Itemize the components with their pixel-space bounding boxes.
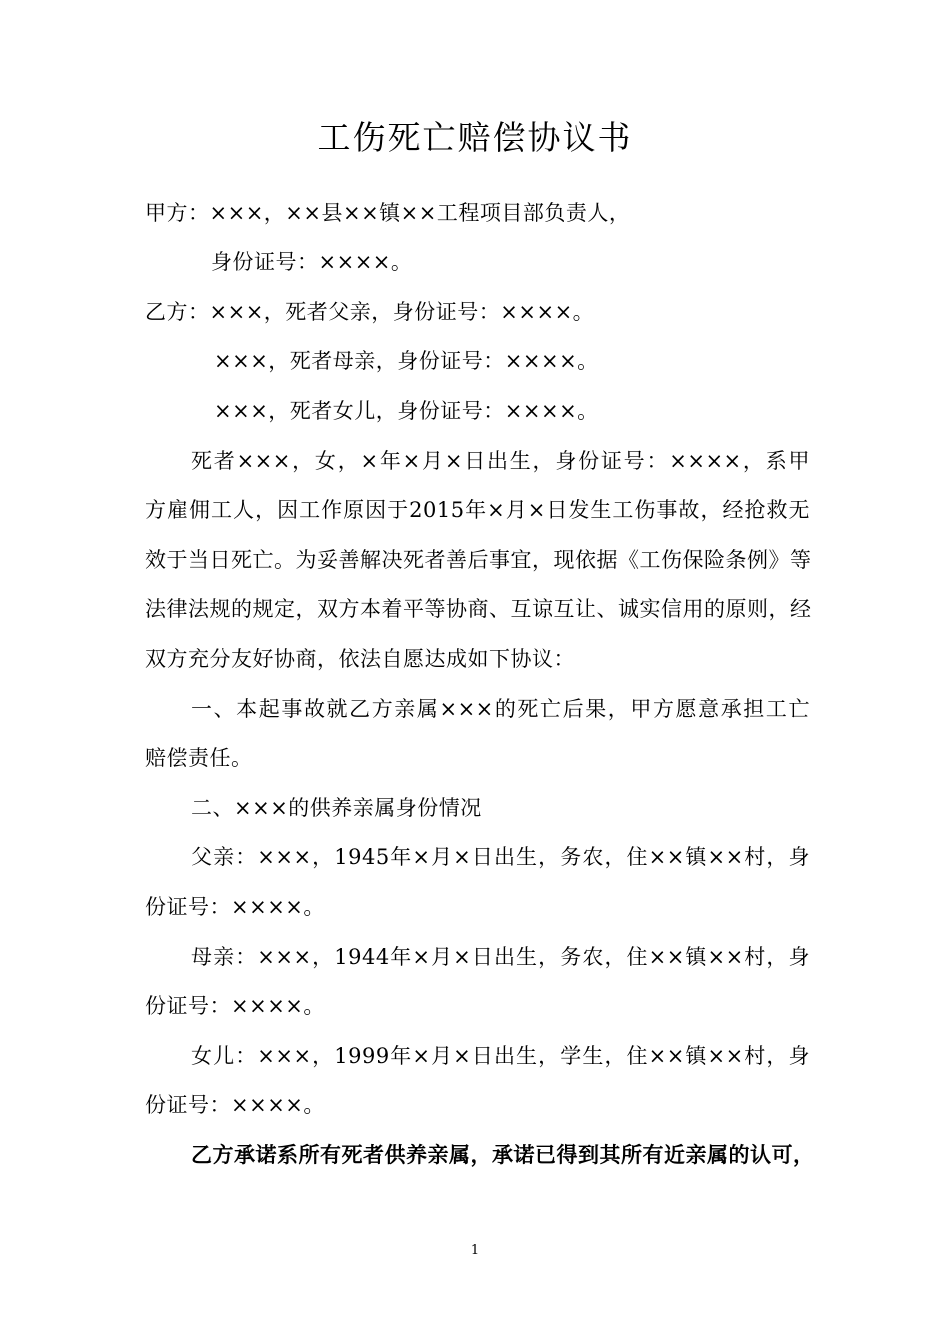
intro-line-3: 效于当日死亡。为妥善解决死者善后事宜，现依据《工伤保险条例》等 xyxy=(145,548,812,572)
intro-line-1: 死者×××，女，×年×月×日出生，身份证号：××××，系甲 xyxy=(191,449,810,473)
intro-line-2: 方雇佣工人，因工作原因于2015年×月×日发生工伤事故，经抢救无 xyxy=(145,498,810,522)
clause-1-line-1: 一、本起事故就乙方亲属×××的死亡后果，甲方愿意承担工亡 xyxy=(191,697,810,721)
intro-line-5: 双方充分友好协商，依法自愿达成如下协议： xyxy=(145,647,575,671)
clause-1-line-2: 赔偿责任。 xyxy=(145,746,253,770)
mother-info-line-1: 母亲：×××，1944年×月×日出生，务农，住××镇××村，身 xyxy=(191,945,810,969)
clause-2-heading: 二、×××的供养亲属身份情况 xyxy=(191,796,482,820)
party-b-daughter-line: ×××，死者女儿，身份证号：××××。 xyxy=(214,399,599,423)
promise-line: 乙方承诺系所有死者供养亲属，承诺已得到其所有近亲属的认可， xyxy=(191,1142,815,1167)
party-a-line: 甲方：×××，××县××镇××工程项目部负责人， xyxy=(145,201,631,225)
daughter-info-line-2: 份证号：××××。 xyxy=(145,1093,325,1117)
party-b-mother-line: ×××，死者母亲，身份证号：××××。 xyxy=(214,349,599,373)
party-b-father-line: 乙方：×××，死者父亲，身份证号：××××。 xyxy=(145,300,595,324)
father-info-line-1: 父亲：×××，1945年×月×日出生，务农，住××镇××村，身 xyxy=(191,845,810,869)
daughter-info-line-1: 女儿：×××，1999年×月×日出生，学生，住××镇××村，身 xyxy=(191,1044,810,1068)
father-info-line-2: 份证号：××××。 xyxy=(145,895,325,919)
document-title: 工伤死亡赔偿协议书 xyxy=(317,118,633,157)
page-number: 1 xyxy=(470,1243,480,1258)
mother-info-line-2: 份证号：××××。 xyxy=(145,994,325,1018)
party-a-id-line: 身份证号：××××。 xyxy=(211,250,413,274)
intro-line-4: 法律法规的规定，双方本着平等协商、互谅互让、诚实信用的原则，经 xyxy=(145,597,812,621)
